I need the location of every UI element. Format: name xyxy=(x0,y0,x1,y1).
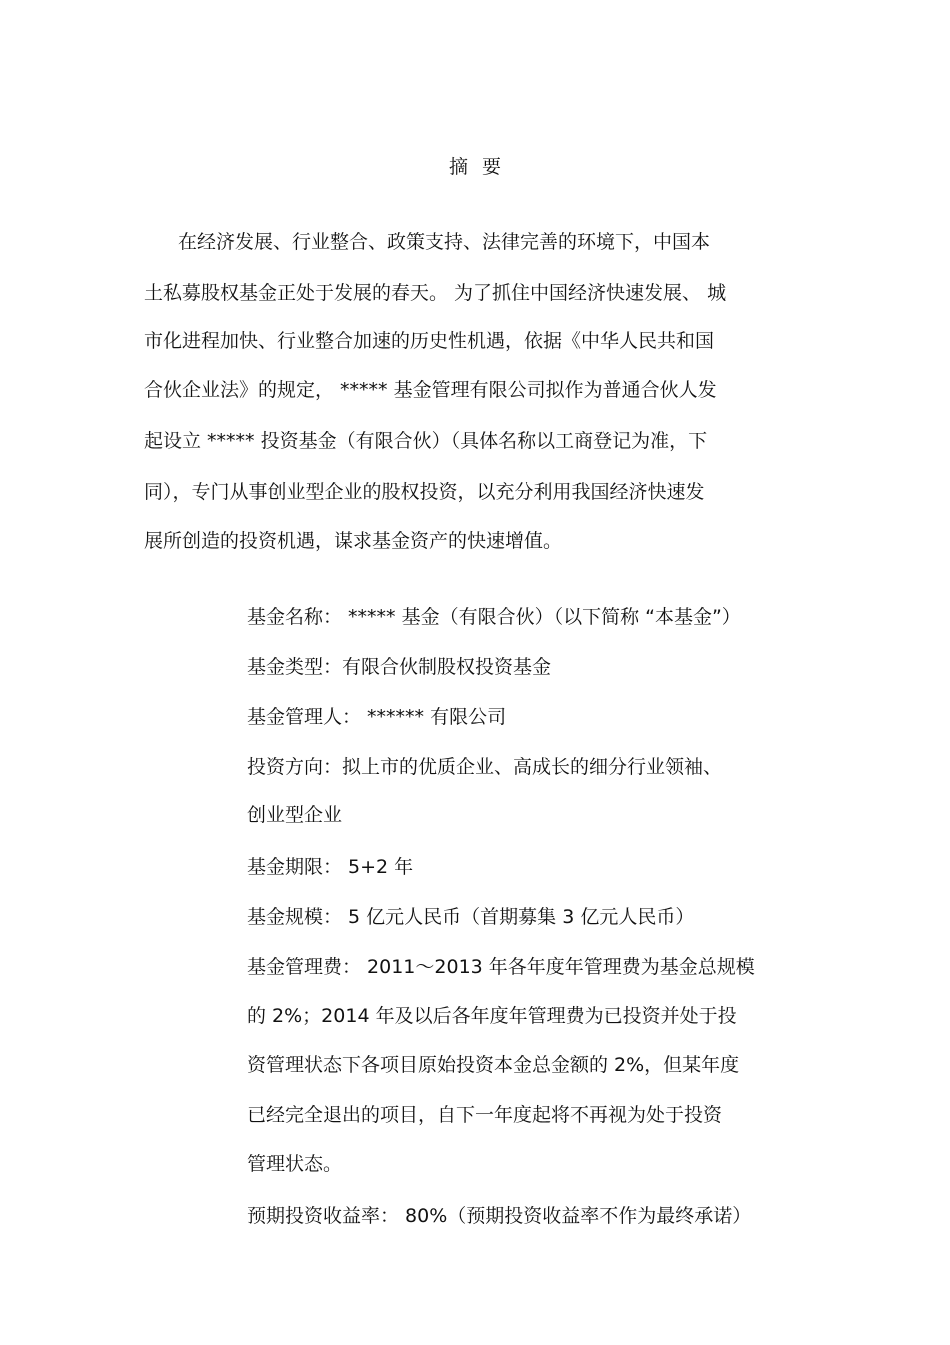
info-investment-direction-cont: 创业型企业 xyxy=(247,804,343,826)
info-management-fee-cont: 的 2%；2014 年及以后各年度年管理费为已投资并处于投 xyxy=(247,1005,737,1027)
abstract-line: 同），专门从事创业型企业的股权投资，以充分利用我国经济快速发 xyxy=(144,481,705,503)
info-fund-term: 基金期限： 5+2 年 xyxy=(247,856,414,878)
page-title: 摘要 xyxy=(448,156,515,178)
info-fund-type: 基金类型：有限合伙制股权投资基金 xyxy=(247,656,552,678)
info-fund-manager: 基金管理人： ****** 有限公司 xyxy=(247,706,507,728)
info-management-fee-cont: 管理状态。 xyxy=(247,1153,343,1175)
abstract-line: 合伙企业法》的规定， ***** 基金管理有限公司拟作为普通合伙人发 xyxy=(144,379,717,401)
info-management-fee-cont: 已经完全退出的项目，自下一年度起将不再视为处于投资 xyxy=(247,1104,723,1126)
info-fund-name: 基金名称： ***** 基金（有限合伙）（以下简称 “本基金”） xyxy=(247,606,741,628)
abstract-line: 展所创造的投资机遇，谋求基金资产的快速增值。 xyxy=(144,530,563,552)
abstract-line: 起设立 ***** 投资基金（有限合伙）（具体名称以工商登记为准，下 xyxy=(144,430,708,452)
info-management-fee-cont: 资管理状态下各项目原始投资本金总金额的 2%，但某年度 xyxy=(247,1054,740,1076)
abstract-line: 在经济发展、行业整合、政策支持、法律完善的环境下，中国本 xyxy=(178,231,711,253)
info-management-fee: 基金管理费： 2011～2013 年各年度年管理费为基金总规模 xyxy=(247,956,755,978)
info-expected-return: 预期投资收益率： 80%（预期投资收益率不作为最终承诺） xyxy=(247,1205,752,1227)
abstract-line: 市化进程加快、行业整合加速的历史性机遇，依据《中华人民共和国 xyxy=(144,330,715,352)
info-investment-direction: 投资方向：拟上市的优质企业、高成长的细分行业领袖、 xyxy=(247,756,723,778)
info-fund-size: 基金规模： 5 亿元人民币（首期募集 3 亿元人民币） xyxy=(247,906,695,928)
abstract-line: 土私募股权基金正处于发展的春天。 为了抓住中国经济快速发展、 城 xyxy=(144,282,727,304)
